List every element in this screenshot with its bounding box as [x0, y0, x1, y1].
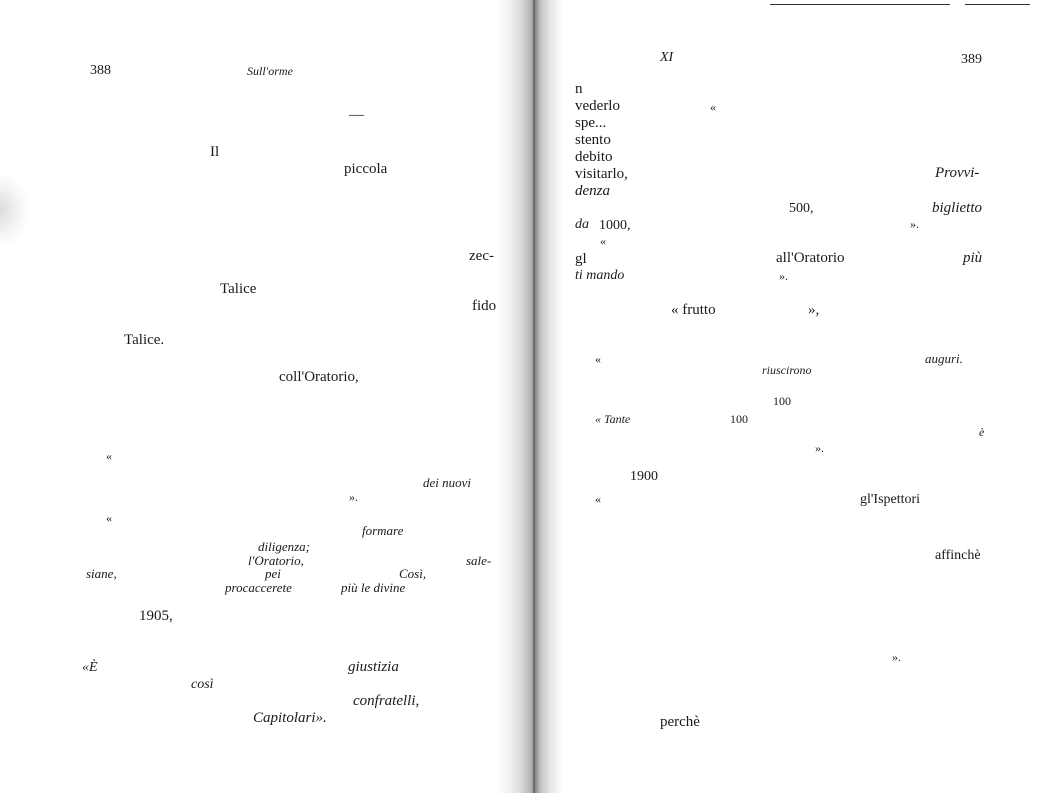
- text-fragment: più: [963, 250, 983, 266]
- text-fragment: «: [600, 234, 606, 248]
- text-fragment: « frutto: [671, 302, 716, 318]
- page-number: 389: [961, 52, 982, 67]
- text-fragment: zec-: [469, 248, 494, 264]
- text-fragment: Provvi-: [935, 165, 980, 181]
- text-fragment: affinchè: [935, 548, 981, 563]
- text-fragment: «: [595, 492, 601, 506]
- text-fragment: «: [595, 352, 601, 366]
- text-fragment: ».: [349, 490, 358, 504]
- text-fragment: più le divine: [341, 580, 406, 595]
- right-page: [560, 0, 1057, 793]
- text-fragment: da: [575, 217, 589, 232]
- running-head: XI: [660, 50, 674, 65]
- text-fragment: ».: [815, 441, 824, 455]
- text-fragment: 1905,: [139, 608, 173, 624]
- text-fragment: confratelli,: [353, 693, 420, 709]
- text-fragment: gl: [575, 251, 587, 267]
- text-fragment: così: [191, 677, 214, 692]
- text-fragment: visitarlo,: [575, 166, 628, 182]
- text-fragment: Il: [210, 144, 220, 160]
- page-number: 388: [90, 63, 111, 78]
- text-fragment: ti mando: [575, 268, 625, 283]
- text-fragment: —: [349, 107, 364, 123]
- text-fragment: stento: [575, 132, 611, 148]
- text-fragment: 100: [730, 412, 748, 426]
- text-fragment: »,: [808, 302, 820, 318]
- text-fragment: «: [106, 511, 112, 525]
- text-fragment: sale-: [466, 553, 492, 568]
- text-fragment: Così,: [399, 566, 427, 581]
- text-fragment: procaccerete: [225, 580, 292, 595]
- text-fragment: ».: [892, 650, 901, 664]
- text-fragment: siane,: [86, 566, 117, 581]
- text-fragment: ».: [910, 217, 919, 231]
- text-fragment: perchè: [660, 714, 700, 730]
- text-fragment: « Tante: [595, 412, 631, 426]
- text-fragment: Capitolari».: [253, 710, 327, 726]
- text-fragment: dei nuovi: [423, 475, 472, 490]
- text-fragment: «: [710, 100, 716, 114]
- text-fragment: coll'Oratorio,: [279, 369, 359, 385]
- text-fragment: l'Oratorio,: [248, 553, 304, 568]
- text-fragment: denza: [575, 183, 610, 199]
- text-fragment: riuscirono: [762, 363, 812, 377]
- text-fragment: 1900: [630, 469, 658, 484]
- text-fragment: biglietto: [932, 200, 982, 216]
- text-fragment: auguri.: [925, 351, 963, 366]
- text-fragment: pei: [265, 566, 281, 581]
- text-fragment: piccola: [344, 161, 388, 177]
- text-fragment: n: [575, 81, 583, 97]
- text-fragment: 1000,: [599, 218, 631, 233]
- text-fragment: gl'Ispettori: [860, 492, 921, 507]
- text-fragment: spe...: [575, 115, 607, 131]
- text-fragment: Talice.: [124, 332, 165, 348]
- text-fragment: Talice: [220, 281, 257, 297]
- gutter-crease: [533, 0, 535, 793]
- text-fragment: formare: [362, 523, 404, 538]
- text-fragment: è: [979, 425, 985, 439]
- text-fragment: all'Oratorio: [776, 250, 845, 266]
- text-fragment: «: [106, 449, 112, 463]
- text-fragment: giustizia: [348, 659, 399, 675]
- text-fragment: 500,: [789, 201, 814, 216]
- text-fragment: fido: [472, 298, 497, 314]
- text-fragment: diligenza;: [258, 539, 310, 554]
- text-fragment: 100: [773, 394, 791, 408]
- running-head: Sull'orme: [247, 64, 293, 78]
- left-page: [0, 0, 510, 793]
- text-fragment: vederlo: [575, 98, 620, 114]
- text-fragment: «È: [82, 660, 98, 675]
- text-fragment: debito: [575, 149, 613, 165]
- text-fragment: ».: [779, 269, 788, 283]
